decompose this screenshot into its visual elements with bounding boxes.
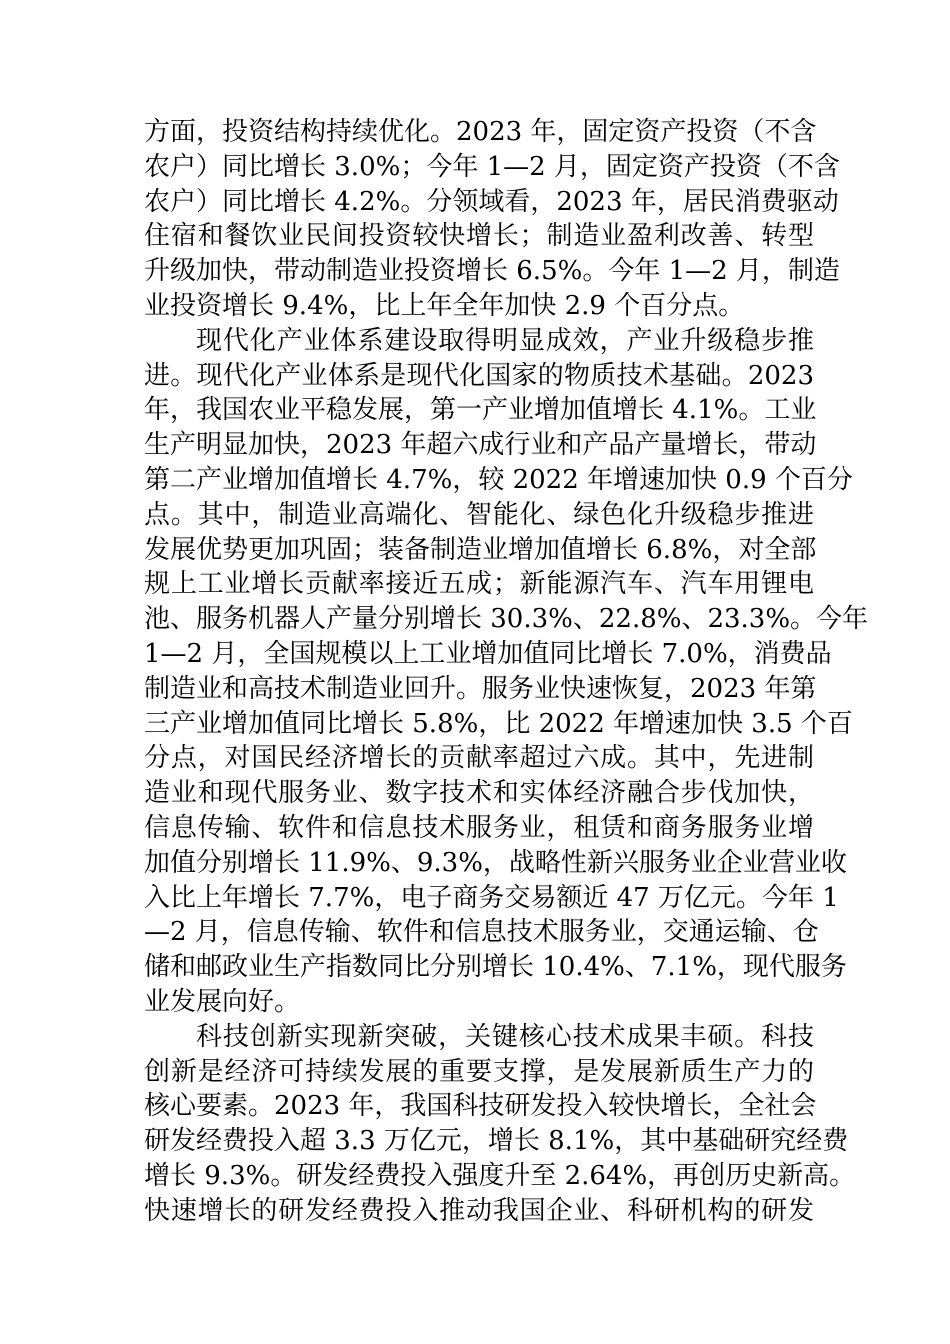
text-line: 农户）同比增长 3.0%；今年 1—2 月，固定资产投资（不含 (144, 151, 840, 182)
text-line: 年，我国农业平稳发展，第一产业增加值增长 4.1%。工业 (144, 395, 817, 426)
text-line: 升级加快，带动制造业投资增长 6.5%。今年 1—2 月，制造 (144, 256, 840, 287)
text-line: 快速增长的研发经费投入推动我国企业、科研机构的研发 (144, 1195, 814, 1226)
text-line: 业投资增长 9.4%，比上年全年加快 2.9 个百分点。 (144, 290, 745, 321)
text-line: 制造业和高技术制造业回升。服务业快速恢复，2023 年第 (144, 673, 817, 704)
text-line: 点。其中，制造业高端化、智能化、绿色化升级稳步推进 (144, 499, 814, 530)
text-line: 业发展向好。 (144, 986, 301, 1017)
text-line: 第二产业增加值增长 4.7%，较 2022 年增速加快 0.9 个百分 (144, 464, 853, 495)
text-line: 进。现代化产业体系是现代化国家的物质技术基础。2023 (144, 360, 814, 391)
paragraph-first-line: 科技创新实现新突破，关键核心技术成果丰硕。科技 (196, 1021, 814, 1052)
text-line: 入比上年增长 7.7%，电子商务交易额近 47 万亿元。今年 1 (144, 882, 839, 913)
text-line: 增长 9.3%。研发经费投入强度升至 2.64%，再创历史新高。 (144, 1160, 856, 1191)
paragraph-first-line: 现代化产业体系建设取得明显成效，产业升级稳步推 (196, 325, 814, 356)
text-line: 生产明显加快，2023 年超六成行业和产品产量增长，带动 (144, 430, 817, 461)
text-line: 方面，投资结构持续优化。2023 年，固定资产投资（不含 (144, 117, 817, 147)
document-body (144, 115, 869, 1229)
text-line: 研发经费投入超 3.3 万亿元，增长 8.1%，其中基础研究经费 (144, 1126, 849, 1157)
text-line: 核心要素。2023 年，我国科技研发投入较快增长，全社会 (144, 1091, 817, 1122)
text-line: 三产业增加值同比增长 5.8%，比 2022 年增速加快 3.5 个百 (144, 708, 853, 739)
text-line: 发展优势更加巩固；装备制造业增加值增长 6.8%，对全部 (144, 534, 817, 565)
text-line: 分点，对国民经济增长的贡献率超过六成。其中，先进制 (144, 743, 814, 774)
text-line: 创新是经济可持续发展的重要支撑，是发展新质生产力的 (144, 1056, 814, 1087)
text-line: 加值分别增长 11.9%、9.3%，战略性新兴服务业企业营业收 (144, 847, 847, 878)
text-line: 储和邮政业生产指数同比分别增长 10.4%、7.1%，现代服务 (144, 952, 847, 983)
text-line: —2 月，信息传输、软件和信息技术服务业，交通运输、仓 (144, 917, 819, 948)
text-line: 规上工业增长贡献率接近五成；新能源汽车、汽车用锂电 (144, 569, 814, 600)
text-line: 信息传输、软件和信息技术服务业，租赁和商务服务业增 (144, 812, 814, 843)
text-line: 造业和现代服务业、数字技术和实体经济融合步伐加快， (144, 778, 814, 809)
text-line: 住宿和餐饮业民间投资较快增长；制造业盈利改善、转型 (144, 221, 814, 252)
text-line: 1—2 月，全国规模以上工业增加值同比增长 7.0%，消费品 (144, 638, 832, 669)
text-line: 池、服务机器人产量分别增长 30.3%、22.8%、23.3%。今年 (144, 604, 869, 635)
text-line: 农户）同比增长 4.2%。分领域看，2023 年，居民消费驱动 (144, 186, 839, 217)
